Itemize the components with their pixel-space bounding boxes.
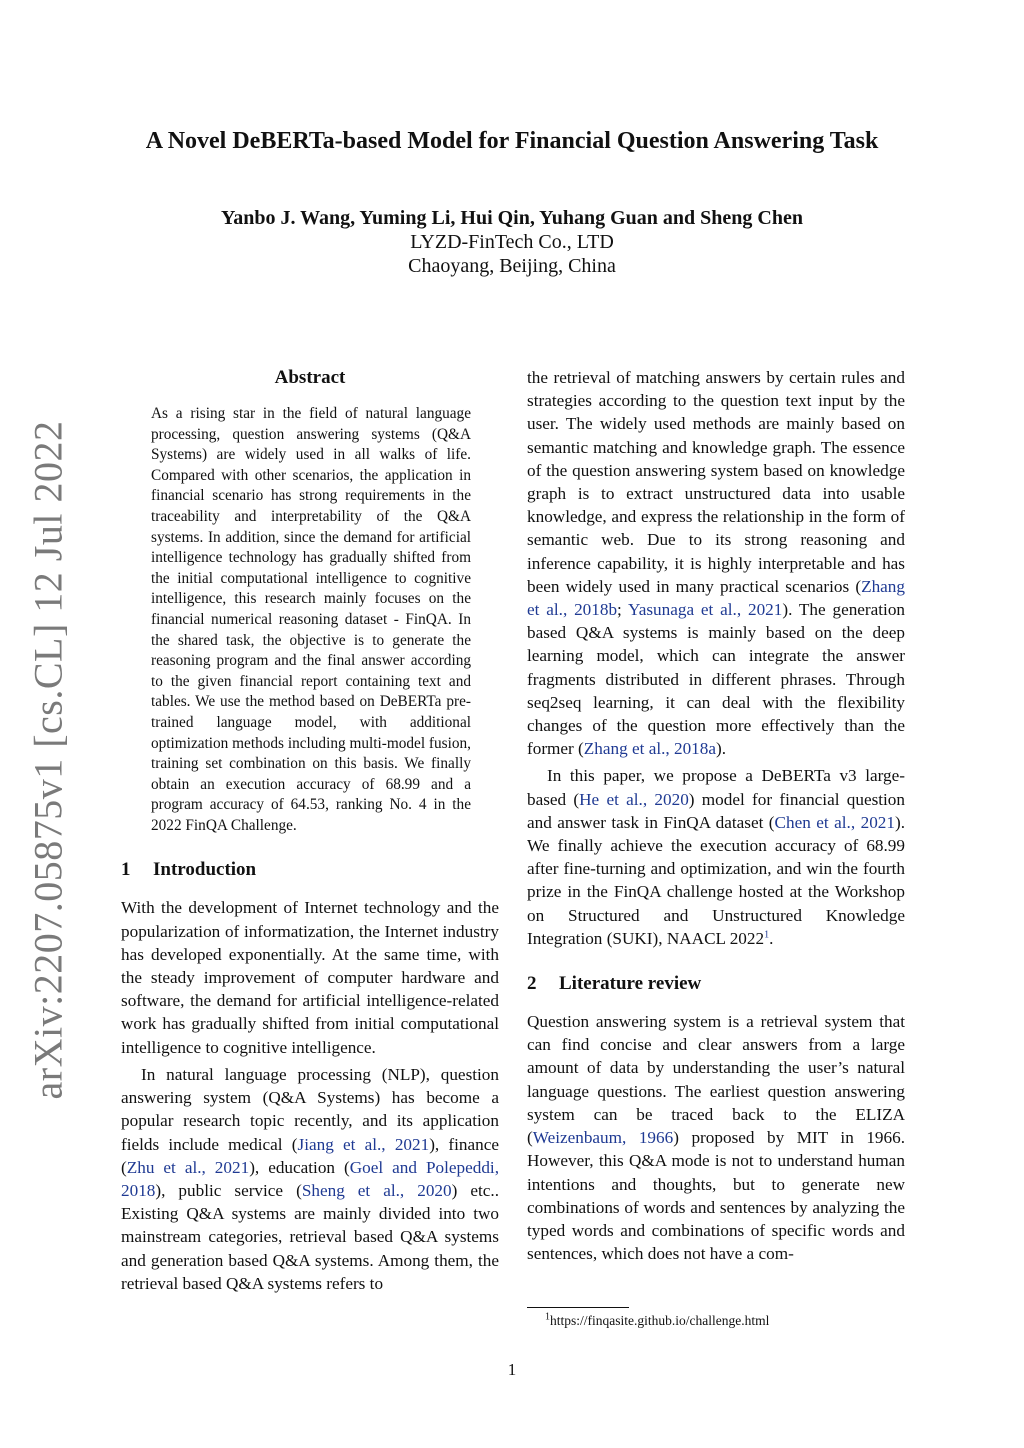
- intro-paragraph-2: In natural language processing (NLP), question answering system (Q&A Systems) has become a popular research topic recently, and its application fields include medical (Jiang et al., 2021), finance (Zhu et al., 2021), education (Goel and Polepeddi, 2018), public service (Sheng et al., 2020) etc.. Existing Q&A systems are mainly divided into two mainstream categories, retrieval based Q&A systems and generation based Q&A systems. Among them, the retrieval based Q&A systems refers to: [121, 1064, 500, 1293]
- citation-link[interactable]: Yasunaga et al., 2021: [628, 600, 783, 620]
- paper-title: A Novel DeBERTa-based Model for Financial Question Answering Task: [145, 128, 879, 154]
- section-number: 1: [121, 859, 131, 881]
- right-column: [527, 366, 905, 1265]
- citation-link[interactable]: Sheng et al., 2020: [301, 1180, 452, 1200]
- section-title: Introduction: [153, 859, 257, 881]
- abstract-text: As a rising star in the field of natural language processing, question answering systems (Q&A Systems) are widely used in all walks of life. Compared with other scenarios, the application in financial scenario has strong requirements in the traceability and interpretability of the Q&A systems. In addition, since the demand for artificial intelligence technology has gradually shifted from the initial computational intelligence to cognitive intelligence, this research mainly focuses on the financial numerical reasoning dataset - FinQA. In the shared task, the objective is to generate the reasoning program and the final answer according to the given financial report containing text and tables. We use the method based on DeBERTa pre-trained language model, with additional optimization methods including multi-model fusion, training set combination on this basis. We finally obtain an execution accuracy of 68.99 and a program accuracy of 64.53, ranking No. 4 in the 2022 FinQA Challenge.: [151, 405, 471, 834]
- citation-link[interactable]: Zhang et al., 2018b: [527, 576, 905, 620]
- author-location: Chaoyang, Beijing, China: [408, 255, 616, 277]
- footnote: [545, 1312, 769, 1330]
- intro-paragraph-continued: the retrieval of matching answers by certain rules and strategies according to the question text input by the user. The widely used methods are mainly based on semantic matching and knowledge graph. The essence of the question answering system based on knowledge graph is to extract unstructured data into usable knowledge, and express the relationship in the form of semantic web. Due to its strong reasoning and inference capability, it is highly interpretable and has been widely used in many practical scenarios (Zhang et al., 2018b; Yasunaga et al., 2021). The generation based Q&A systems is mainly based on the deep learning model, which can integrate the answer fragments distributed in different phrases. Through seq2seq learning, it can deal with the flexibility changes of the question more effectively than the former (Zhang et al., 2018a).: [527, 368, 906, 759]
- intro-paragraph-3: In this paper, we propose a DeBERTa v3 large-based (He et al., 2020) model for financial question and answer task in FinQA dataset (Chen et al., 2021). We finally achieve the execution accuracy of 68.99 after fine-turning and optimization, and win the fourth prize in the FinQA challenge hosted at the Workshop on Structured and Unstructured Knowledge Integration (SUKI), NAACL 2022$^1$.: [527, 766, 906, 948]
- page-number: 1: [507, 1360, 517, 1379]
- footnote-divider: [527, 1307, 629, 1308]
- footnote-url[interactable]: https://finqasite.github.io/challenge.html: [550, 1313, 770, 1328]
- citation-link[interactable]: He et al., 2020: [579, 789, 689, 809]
- citation-link[interactable]: Jiang et al., 2021: [297, 1134, 430, 1154]
- section-heading-literature-review: [527, 972, 905, 996]
- citation-link[interactable]: Zhu et al., 2021: [126, 1157, 250, 1177]
- arxiv-identifier: arXiv:2207.05875v1 [cs.CL] 12 Jul 2022: [25, 420, 71, 1100]
- footnote-marker[interactable]: 1: [764, 929, 770, 941]
- author-affiliation: LYZD-FinTech Co., LTD: [410, 231, 614, 253]
- citation-link[interactable]: Weizenbaum, 1966: [532, 1128, 674, 1148]
- section-number: 2: [527, 973, 537, 995]
- literature-paragraph-1: Question answering system is a retrieval system that can find concise and clear answers from a large amount of data by understanding the user’s natural language questions. The earliest question answering system can be traced back to the ELIZA (Weizenbaum, 1966) proposed by MIT in 1966. However, this Q&A mode is not to understand human intentions and thoughts, but to generate new combinations of words and sentences by analyzing the typed words and combinations of specific words and sentences, which does not have a com-: [527, 1012, 905, 1264]
- author-block: [0, 206, 1024, 278]
- author-names: Yanbo J. Wang, Yuming Li, Hui Qin, Yuhang Guan and Sheng Chen: [221, 207, 803, 229]
- section-title: Literature review: [559, 973, 702, 995]
- intro-paragraph-1: With the development of Internet technology and the popularization of informatization, the Internet industry has developed exponentially. At the same time, with the steady improvement of computer hardware and software, the demand for artificial intelligence-related work has gradually shifted from initial computational intelligence to cognitive intelligence.: [121, 898, 499, 1057]
- footnote-mark: 1: [545, 1311, 550, 1323]
- section-heading-introduction: [121, 858, 499, 882]
- citation-link[interactable]: Chen et al., 2021: [774, 812, 895, 832]
- citation-link[interactable]: Goel and Polepeddi, 2018: [121, 1157, 499, 1200]
- abstract-heading: Abstract: [274, 367, 346, 388]
- citation-link[interactable]: Zhang et al., 2018a: [583, 739, 717, 759]
- left-column: [121, 366, 499, 1295]
